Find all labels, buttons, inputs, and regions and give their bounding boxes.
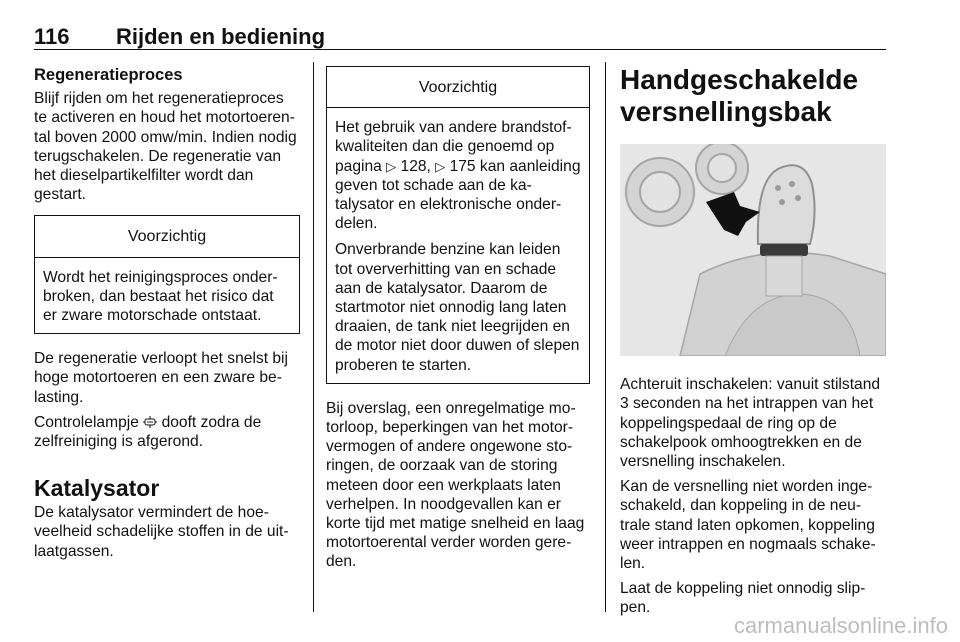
chapter-title: Rijden en bediening	[116, 24, 326, 49]
column-divider	[313, 62, 314, 612]
column-middle	[326, 62, 590, 578]
caution-title: Voorzichtig	[327, 67, 589, 108]
paragraph	[34, 413, 300, 451]
caution-text: Wordt het reinigingsproces onderbroken, dan bestaat het risico dat er zware motorschade ontstaat.	[43, 268, 278, 325]
caution-box	[34, 215, 300, 334]
caution-title: Voorzichtig	[35, 216, 299, 257]
page-reference: 128,	[400, 157, 431, 175]
arrow-ref-icon: ▷	[435, 158, 446, 174]
section-heading-catalyst: Katalysator	[34, 475, 160, 502]
column-left	[34, 62, 300, 567]
paragraph: De katalysator vermindert de hoeveelheid schadelijke stoffen in de uitlaatgassen.	[34, 504, 289, 560]
column-right	[620, 62, 886, 624]
paragraph-text: Controlelampje	[34, 413, 139, 431]
caution-box	[326, 66, 590, 384]
caution-text: Onverbrande benzine kan leiden tot oververhitting van en schade aan de katalysator. Daarom de startmotor niet onnodig lang laten draaien, de tank niet leegrijden en de motor niet door duwen of slepen proberen te starten.	[335, 241, 580, 374]
page-header	[34, 24, 886, 50]
section-heading-manual-gearbox: Handgeschakelde versnellingsbak	[620, 64, 859, 127]
caution-text-part: 175 kan aanleiding geven tot schade aan de katalysator en elektronische onderdelen.	[335, 157, 581, 233]
section-heading-regeneration: Regeneratieproces	[34, 66, 183, 84]
page-number: 116	[34, 24, 70, 49]
gear-lever-illustration	[620, 144, 886, 356]
paragraph: Kan de versnelling niet worden ingeschakeld, dan koppeling in de neutrale stand laten opkomen, koppeling weer intrappen en nogmaals schakelen.	[620, 478, 876, 573]
caution-text-part: Het gebruik van andere brandstofkwaliteiten dan die genoemd op pagina	[335, 119, 572, 175]
paragraph: Achteruit inschakelen: vanuit stilstand 3 seconden na het intrappen van het koppelingspedaal de ring op de schakelpook omhoogtrekken en de versnelling inschakelen.	[620, 376, 881, 471]
paragraph: Laat de koppeling niet onnodig slippen.	[620, 580, 866, 617]
arrow-ref-icon: ▷	[386, 158, 397, 174]
caution-text	[335, 118, 581, 233]
paragraph: Bij overslag, een onregelmatige motorloop, beperkingen van het motorvermogen of andere ongewone storingen, de oorzaak van de storing meteen door een werkplaats laten verhelpen. In noodgevallen kan er korte tijd met matige snelheid en laag motortoerental verder worden gereden.	[326, 399, 585, 571]
watermark: carmanualsonline.info	[733, 613, 948, 638]
column-divider	[605, 62, 606, 612]
diesel-filter-icon	[143, 416, 157, 428]
header-divider	[34, 49, 886, 50]
paragraph: De regeneratie verloopt het snelst bij hoge motortoeren en een zware belasting.	[34, 350, 288, 406]
paragraph-text: dooft zodra de zelfreiniging is afgerond.	[34, 413, 262, 451]
paragraph: Blijf rijden om het regeneratieproces te activeren en houd het motortoerental boven 2000 omw/min. Indien nodig terugschakelen. De regeneratie van het dieselpartikelfilter wordt dan gestart.	[34, 90, 297, 204]
